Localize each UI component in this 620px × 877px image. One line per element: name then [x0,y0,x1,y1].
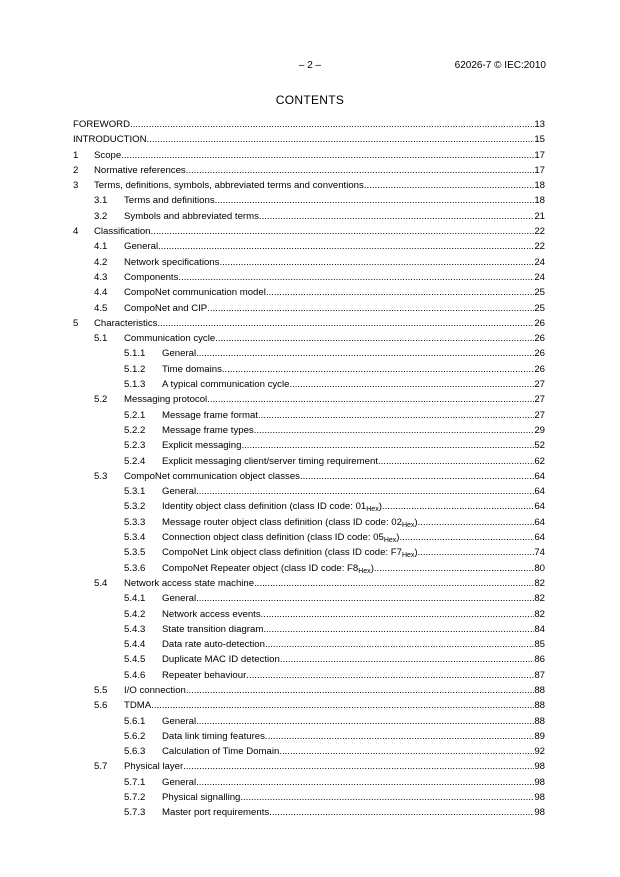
contents-title: CONTENTS [275,93,345,107]
toc-entry-title-text: Network access events [162,608,261,620]
toc-entry-page: 98 [534,792,545,804]
toc-entry-title [162,591,196,606]
toc-entry[interactable] [73,759,545,774]
toc-entry-title-text: CompoNet and CIP [124,302,208,314]
toc-entry[interactable] [73,193,545,208]
toc-entry-page: 25 [534,287,545,299]
toc-entry-number: 5.3.2 [124,501,146,513]
toc-leader-dots [364,178,535,193]
toc-entry-number: 1 [73,149,79,161]
toc-entry-page: 62 [534,455,545,467]
toc-entry-title [162,729,265,744]
toc-entry-title [162,515,418,530]
toc-entry-number: 5.4.4 [124,639,146,651]
toc-leader-dots [279,744,534,759]
toc-entry-title-suffix: ) [378,501,382,513]
toc-entry-title-text: General [124,241,159,253]
toc-entry-title-text: Connection object class definition (class ID code: 05 [162,532,384,544]
toc-entry[interactable] [73,270,545,285]
toc-entry-subscript: Hex [366,506,379,514]
toc-leader-dots [259,209,534,224]
toc-entry-page: 80 [534,562,545,574]
toc-entry-title-text: Components [124,271,179,283]
toc-entry-number: 5.7.3 [124,807,146,819]
toc-entry-page: 17 [534,149,545,161]
toc-entry-page: 87 [534,669,545,681]
toc-entry-title-text: TDMA [124,700,152,712]
toc-leader-dots [254,576,534,591]
toc-entry-page: 64 [534,470,545,482]
toc-entry-title [162,454,378,469]
toc-entry-number: 5.6 [94,700,108,712]
toc-entry-title [94,163,186,178]
toc-leader-dots [130,117,534,132]
toc-entry-page: 22 [534,241,545,253]
toc-entry-title-text: Scope [94,149,122,161]
toc-entry-number: 5.3 [94,470,108,482]
document-id: 62026-7 © IEC:2010 [454,60,546,71]
toc-leader-dots [382,499,534,514]
toc-entry-title [124,759,183,774]
toc-leader-dots [196,484,534,499]
toc-entry-title [94,148,121,163]
toc-entry-page: 26 [534,317,545,329]
toc-entry-number: 5.6.3 [124,746,146,758]
toc-leader-dots [263,622,534,637]
toc-entry-title-suffix: ) [396,532,400,544]
toc-leader-dots [258,408,534,423]
toc-entry-page: 85 [534,639,545,651]
toc-entry-page: 64 [534,486,545,498]
toc-leader-dots [158,239,534,254]
toc-leader-dots [157,316,534,331]
toc-leader-dots [207,392,534,407]
toc-leader-dots [280,652,534,667]
toc-entry-title-text: Time domains [162,363,222,375]
toc-entry[interactable] [73,408,545,423]
toc-entry-number: 5.1.1 [124,348,146,360]
toc-entry-title [124,209,259,224]
toc-entry-title [162,607,261,622]
toc-leader-dots [240,790,534,805]
toc-entry-title-text: Normative references [94,164,186,176]
toc-entry-page: 27 [534,409,545,421]
toc-leader-dots [186,163,535,178]
toc-entry-number: 5.3.6 [124,562,146,574]
toc-entry-title [162,545,418,560]
toc-entry-subscript: Hex [383,537,397,545]
toc-entry[interactable] [73,285,545,300]
table-of-contents [73,117,545,821]
toc-entry-number: 4.3 [94,271,108,283]
toc-entry-title-text: Physical signalling [162,792,241,804]
toc-leader-dots [215,331,534,346]
toc-entry-title-text: Repeater behaviour [162,669,247,681]
toc-entry-number: 4.1 [94,241,108,253]
toc-leader-dots [222,362,534,377]
toc-entry-page: 82 [534,608,545,620]
toc-entry-title [124,392,207,407]
toc-entry-title-text: CompoNet Link object class definition (class ID code: F7 [162,547,402,559]
toc-entry-number: 5.5 [94,684,108,696]
toc-entry-number: 5.3.5 [124,547,146,559]
toc-entry-page: 27 [534,394,545,406]
toc-entry[interactable] [73,714,545,729]
toc-entry-title-text: Terms and definitions [124,195,215,207]
toc-entry-title-text: Explicit messaging [162,440,242,452]
toc-leader-dots [215,193,535,208]
toc-entry[interactable] [73,316,545,331]
toc-leader-dots [196,714,534,729]
toc-entry-title [124,331,215,346]
toc-entry[interactable] [73,622,545,637]
toc-entry-title [162,622,263,637]
toc-leader-dots [265,729,534,744]
toc-entry-title-text: Physical layer [124,761,184,773]
toc-entry-page: 22 [534,226,545,238]
toc-entry-page: 74 [534,547,545,559]
toc-entry-title-text: CompoNet Repeater object (class ID code: F8 [162,562,359,574]
toc-entry-number: 5.2.4 [124,455,146,467]
toc-entry-title [124,683,186,698]
toc-leader-dots [151,224,535,239]
toc-entry-page: 84 [534,623,545,635]
toc-leader-dots [269,805,534,820]
toc-leader-dots [219,255,534,270]
toc-entry-number: 5.6.1 [124,715,146,727]
toc-entry[interactable] [73,469,545,484]
toc-leader-dots [300,469,534,484]
toc-entry-number: 3 [73,180,79,192]
toc-entry[interactable] [73,652,545,667]
toc-entry-title-suffix: ) [370,562,374,574]
toc-entry-number: 5.4.6 [124,669,146,681]
toc-entry-page: 26 [534,348,545,360]
toc-entry-page: 17 [534,164,545,176]
toc-entry-title [94,178,364,193]
toc-entry-title [73,117,130,132]
toc-entry-title-text: Network specifications [124,256,220,268]
toc-entry-page: 82 [534,577,545,589]
toc-entry-page: 92 [534,746,545,758]
toc-entry[interactable] [73,239,545,254]
toc-entry-title-text: CompoNet communication model [124,287,266,299]
toc-entry-number: 5.4.1 [124,593,146,605]
toc-entry-title-text: Message router object class definition (class ID code: 02 [162,516,402,528]
toc-entry[interactable] [73,499,545,514]
toc-entry-number: 5.2.1 [124,409,146,421]
toc-entry-title-text: Explicit messaging client/server timing requirement [162,455,378,467]
toc-entry-title [124,255,219,270]
toc-entry-number: 2 [73,164,79,176]
toc-leader-dots [254,423,535,438]
toc-entry-title-text: Characteristics [94,317,158,329]
toc-entry-number: 5.2.3 [124,440,146,452]
toc-entry[interactable] [73,163,545,178]
toc-entry-title-text: Classification [94,226,151,238]
toc-entry-title [162,377,289,392]
toc-entry-title [162,637,265,652]
toc-entry-title [94,224,151,239]
toc-entry[interactable] [73,209,545,224]
toc-entry-title [162,652,280,667]
toc-leader-dots [400,530,535,545]
toc-leader-dots [289,377,534,392]
toc-entry-number: 5.1.3 [124,379,146,391]
toc-leader-dots [241,438,534,453]
toc-entry-title [162,423,254,438]
toc-entry-title-text: Communication cycle [124,333,216,345]
toc-entry-page: 26 [534,333,545,345]
toc-entry-title-text: Data link timing features [162,730,265,742]
toc-entry-page: 25 [534,302,545,314]
toc-entry-page: 13 [534,119,545,130]
toc-entry-page: 88 [534,684,545,696]
toc-entry-number: 5.6.2 [124,730,146,742]
toc-entry[interactable] [73,301,545,316]
toc-entry-page: 98 [534,776,545,788]
toc-entry-page: 15 [534,134,545,146]
toc-entry-subscript: Hex [358,567,371,575]
toc-entry-title [162,714,196,729]
toc-entry-number: 5 [73,317,79,329]
toc-entry-title-text: CompoNet communication object classes [124,470,300,482]
toc-entry-title [162,805,269,820]
toc-entry-number: 5.3.4 [124,532,146,544]
toc-entry[interactable] [73,377,545,392]
toc-entry-title [162,362,222,377]
toc-entry[interactable] [73,423,545,438]
toc-leader-dots [418,545,535,560]
toc-entry-title [124,193,215,208]
toc-entry[interactable] [73,668,545,683]
toc-entry-page: 18 [534,180,545,192]
toc-entry-number: 5.4.5 [124,654,146,666]
toc-leader-dots [374,561,534,576]
toc-entry-title [162,790,240,805]
toc-leader-dots [178,270,534,285]
toc-entry[interactable] [73,607,545,622]
toc-entry[interactable] [73,576,545,591]
toc-entry[interactable] [73,545,545,560]
toc-entry[interactable] [73,178,545,193]
toc-entry-title-text: General [162,715,197,727]
toc-entry-number: 5.4.3 [124,623,146,635]
toc-leader-dots [196,591,534,606]
toc-entry[interactable] [73,591,545,606]
toc-leader-dots [196,775,534,790]
toc-entry[interactable] [73,454,545,469]
toc-entry-number: 5.7 [94,761,108,773]
toc-entry[interactable] [73,515,545,530]
toc-entry-title [94,316,157,331]
toc-entry-title [162,744,279,759]
toc-entry-page: 26 [534,363,545,375]
toc-entry-title-text: General [162,776,197,788]
toc-entry-title-text: State transition diagram [162,623,264,635]
toc-entry-title-text: Master port requirements [162,807,270,819]
toc-leader-dots [265,637,534,652]
toc-entry[interactable] [73,438,545,453]
toc-entry-page: 89 [534,730,545,742]
toc-entry-page: 82 [534,593,545,605]
toc-entry-title-text: Duplicate MAC ID detection [162,654,280,666]
toc-entry-title-text: A typical communication cycle [162,379,290,391]
toc-entry-number: 5.7.1 [124,776,146,788]
toc-entry-title [162,668,246,683]
toc-entry-title [162,499,382,514]
toc-entry-number: 5.4.2 [124,608,146,620]
toc-entry[interactable] [73,132,545,147]
toc-leader-dots [378,454,534,469]
toc-entry-number: 4.5 [94,302,108,314]
toc-leader-dots [207,301,534,316]
toc-entry-title [124,469,300,484]
toc-entry-page: 88 [534,715,545,727]
toc-entry-page: 64 [534,516,545,528]
toc-entry[interactable] [73,805,545,820]
toc-entry-title-text: Calculation of Time Domain [162,746,280,758]
toc-entry-number: 4.4 [94,287,108,299]
toc-entry-title [162,530,400,545]
toc-entry-page: 64 [534,532,545,544]
toc-leader-dots [196,346,534,361]
toc-entry-number: 5.2.2 [124,424,146,436]
toc-entry-title-text: General [162,348,197,360]
toc-entry-title-text: Network access state machine [124,577,255,589]
toc-entry-page: 24 [534,271,545,283]
toc-entry-number: 4 [73,226,79,238]
toc-entry-title [124,576,254,591]
toc-entry-title-suffix: ) [414,516,418,528]
toc-entry-page: 18 [534,195,545,207]
toc-entry-page: 88 [534,700,545,712]
toc-entry-number: 5.3.1 [124,486,146,498]
toc-entry[interactable] [73,255,545,270]
toc-entry-title [162,346,196,361]
toc-entry-number: 4.2 [94,256,108,268]
toc-entry-page: 98 [534,807,545,819]
toc-entry-title-text: INTRODUCTION [73,134,147,146]
toc-entry-title-suffix: ) [414,547,418,559]
toc-entry-title [124,301,207,316]
toc-entry[interactable] [73,683,545,698]
toc-entry[interactable] [73,362,545,377]
toc-entry-number: 5.3.3 [124,516,146,528]
toc-entry-number: 5.2 [94,394,108,406]
toc-entry[interactable] [73,790,545,805]
toc-entry-page: 86 [534,654,545,666]
toc-entry-page: 21 [534,210,545,222]
toc-leader-dots [418,515,535,530]
toc-entry-title [162,438,241,453]
toc-entry-title-text: Message frame format [162,409,258,421]
toc-entry-title [124,239,158,254]
toc-entry[interactable] [73,346,545,361]
toc-entry-title-text: Messaging protocol [124,394,208,406]
toc-entry-number: 5.4 [94,577,108,589]
toc-entry[interactable] [73,775,545,790]
toc-entry[interactable] [73,637,545,652]
toc-entry-title-text: Message frame types [162,424,254,436]
toc-entry[interactable] [73,698,545,713]
toc-leader-dots [183,759,534,774]
toc-entry[interactable] [73,392,545,407]
toc-leader-dots [186,683,534,698]
toc-entry[interactable] [73,561,545,576]
toc-entry-title [162,408,258,423]
toc-entry-subscript: Hex [401,552,415,560]
toc-entry-title [162,484,196,499]
toc-entry-page: 27 [534,379,545,391]
toc-entry-title-text: Terms, definitions, symbols, abbreviated terms and conventions [94,180,364,192]
toc-entry[interactable] [73,484,545,499]
toc-leader-dots [261,607,535,622]
toc-entry[interactable] [73,148,545,163]
toc-entry-page: 98 [534,761,545,773]
toc-entry-title [124,698,151,713]
toc-entry-title [124,285,266,300]
toc-leader-dots [147,132,535,147]
toc-entry[interactable] [73,117,545,132]
page-number: – 2 – [298,60,322,71]
toc-entry-title-text: FOREWORD [73,119,131,130]
toc-entry-page: 29 [534,424,545,436]
toc-entry-title-text: Symbols and abbreviated terms [124,210,259,222]
toc-entry-number: 3.1 [94,195,108,207]
toc-leader-dots [266,285,534,300]
toc-entry-title-text: General [162,593,197,605]
toc-entry[interactable] [73,744,545,759]
toc-entry-number: 5.7.2 [124,792,146,804]
toc-entry-title [162,775,196,790]
toc-entry[interactable] [73,331,545,346]
toc-entry-title-text: General [162,486,197,498]
toc-entry-title [73,132,147,147]
toc-entry-subscript: Hex [401,521,415,529]
toc-entry-page: 64 [534,501,545,513]
toc-entry-title-text: Identity object class definition (class ID code: 01 [162,501,367,513]
toc-entry-number: 5.1 [94,333,108,345]
toc-entry-page: 24 [534,256,545,268]
toc-entry-title-text: I/O connection [124,684,186,696]
toc-leader-dots [151,698,534,713]
toc-entry-title [124,270,178,285]
toc-entry[interactable] [73,530,545,545]
toc-entry-title-text: Data rate auto-detection [162,639,265,651]
toc-entry[interactable] [73,729,545,744]
toc-entry-number: 5.1.2 [124,363,146,375]
toc-entry-title [162,561,374,576]
toc-leader-dots [246,668,534,683]
toc-entry[interactable] [73,224,545,239]
toc-entry-page: 52 [534,440,545,452]
toc-leader-dots [121,148,534,163]
toc-entry-number: 3.2 [94,210,108,222]
